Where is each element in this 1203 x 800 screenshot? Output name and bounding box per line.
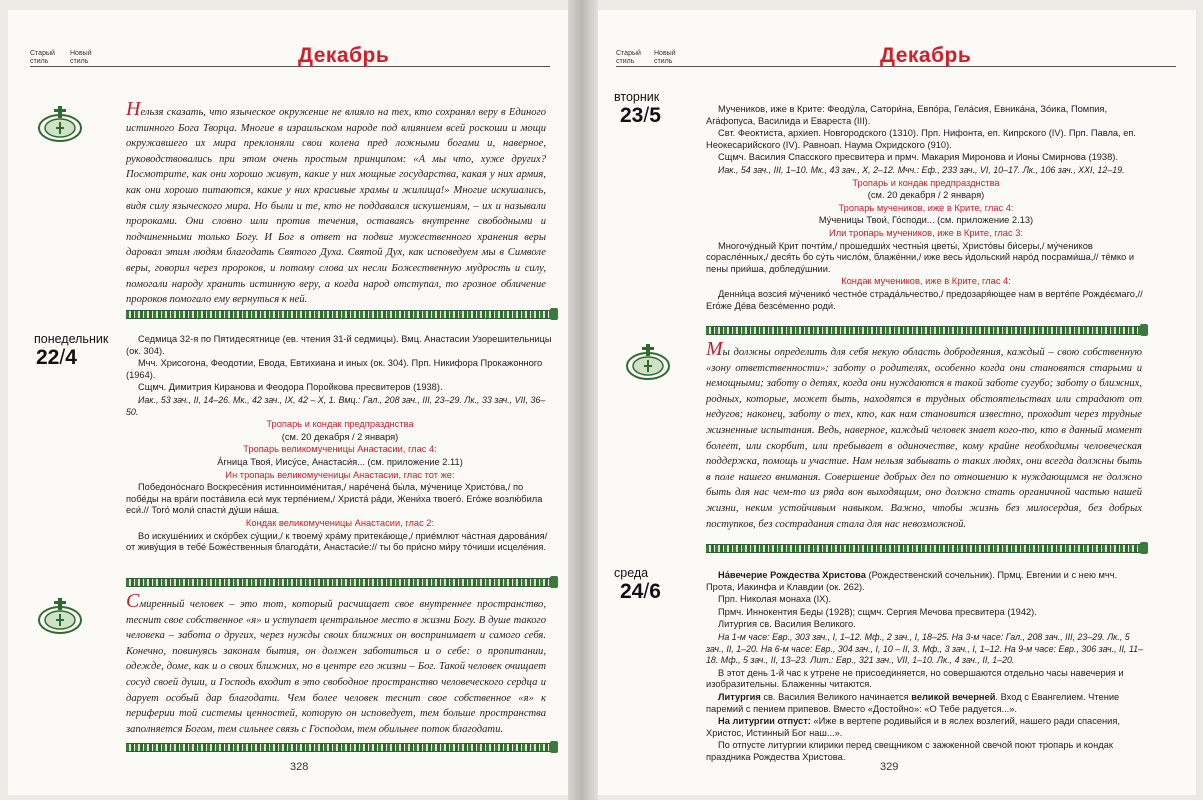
day-line: Мучеников, иже в Крите: Феоду́ла, Сатори́на, Евпо́ра, Гела́сия, Евника́на, Зо́ика, Помпия, Ага́фопуса, Василида и Евареста (III).: [706, 104, 1108, 126]
hymn-heading: Тропарь мучеников, иже в Крите, глас 4:: [838, 202, 1014, 213]
ornament-divider: [126, 578, 556, 587]
drop-cap: Н: [126, 98, 141, 120]
day-text: [706, 570, 1146, 765]
quote-text: ы должны определить для себя некую область добродеяния, каждый – свою собственную «зону ответственности»: заботу о родителях, особенно когда они становятся старыми и немощными; заботу о детях, когда они нуждаются в такой заботе сугубо; заботу о ближних, родных, которые, может быть, находятся в трудных обстоятельствах или страдают от недугов; наконец, заботу о тех, кто, как нам становится известно, проходит через трудные жизненные испытания. Ведь, наверное, каждый человек знает кого-то, кто в данный момент болеет, или скорбит, или пребывает в одиночестве, кому крайне необходимы человеческая поддержка, помощь и участие. Нам нельзя забывать о таких людях, они всегда должны быть в поле нашего внимания. Совершение добрых дел по отношению к нуждающимся не должно быть для нас чем-то из ряда вон выходящим, оно должно стать органичной частью нашей жизни, неким устойчивым навыком. Важно, чтобы жизнь без милосердия, без добрых поступков, без сострадания стала для нас невозможной.: [706, 347, 1142, 530]
feast-details: (Рождественский сочельник). Прмц. Евгении и с нею мчч. Прота, Иакинфа и Клавдии (ок. 262).: [706, 570, 1118, 592]
dismissal-note: [706, 716, 1146, 739]
hymn-text: Му́ченицы Твои́, Го́споди... (см. приложение 2.13): [818, 215, 1034, 226]
quote-block-2: [126, 590, 546, 737]
cross-emblem-icon: [624, 340, 672, 384]
drop-cap: М: [706, 338, 723, 360]
day-line: Сщмч. Василия Спасского пресвитера и прмч. Макария Миронова и Ионы Смирнова (1938).: [718, 152, 1118, 163]
date: 23/5: [620, 104, 661, 127]
left-page: [8, 10, 568, 795]
day-line: Прмч. Иннокентия Беды (1928); сщмч. Сергия Мечова пресвитера (1942).: [718, 606, 1037, 617]
date: 24/6: [620, 580, 661, 603]
hymn-heading: Кондак великомученицы Анастасии, глас 2:: [245, 517, 435, 528]
day-line: Сщмч. Димитрия Киранова и Феодора Поройкова пресвитеров (1938).: [138, 382, 443, 393]
hymn-heading: Тропарь и кондак предпразднства: [852, 177, 1000, 188]
day-line: Седмица 32-я по Пятидесятнице (ев. чтения 31-й седмицы). Вмц. Анастасии Узорешительницы (ок. 304).: [126, 334, 552, 356]
dismissal-label: На литургии отпуст:: [718, 716, 811, 727]
date-old: 23: [620, 104, 644, 127]
cross-emblem-icon: [36, 594, 84, 638]
feast-name: На́вечерие Рождества Христова: [718, 570, 866, 580]
hymn-ref: (см. 20 декабря / 2 января): [281, 431, 399, 442]
drop-cap: С: [126, 590, 140, 612]
ornament-divider: [126, 310, 556, 319]
readings: Иак., 53 зач., II, 14–26. Мк., 42 зач., IX, 42 – X, 1. Вмц.: Гал., 208 зач., III, 23–29. Лк., 33 зач., VII, 36–50.: [126, 394, 546, 417]
day-text: [706, 104, 1146, 313]
day-line: Прп. Николая монаха (IX).: [718, 594, 832, 605]
page-number: 328: [290, 761, 309, 773]
readings: На 1-м часе: Евр., 303 зач., I, 1–12. Мф., 2 зач., I, 18–25. На 3-м часе: Гал., 208 зач., III, 23–29. Лк., 5 зач., II, 1–20. На 6-м часе: Евр., 304 зач., I, 10 – II, 3. Мф., 3 зач., I, 1–12. На 9-м часе: Евр., 306 зач., II, 11–18. Мф., 5 зач., II, 13–23. Лит.: Евр., 321 зач., VII, 1–10. Лк., 4 зач., II, 1–20.: [706, 631, 1144, 666]
day-line: Свт. Феоктиста, архиеп. Новгородского (1310). Прп. Нифонта, еп. Кипрского (IV). Прп. Павла, еп. Неокесарийского (IV). Равноап. Наума Охридского (910).: [706, 128, 1137, 150]
quote-text: ельзя сказать, что языческое окружение не влияло на тех, кто сохранял веру в Единого истинного Бога Творца. Многие в израильском народе под влиянием всей роскоши и мощи окружавшего их мира преклоняли свои колена пред ложными богами и, наверное, руководствовались при этом очень простым принципом: «А мы что, хуже других? Посмотрите, как они хорошо живут, какие у них мощные государства, какая у них армия, как они хорошо питаются, какие у них красивые храмы и жилища!» Многие искушались, видя силу языческого мира. Но были и те, кто не поддавался искушениям, – их и называли пророками. Они словно шли против течения, оставаясь внутренне свободными и подчиненными только Богу. И Бог в ответ на подвиг мужественного хранения веры даровал этим людям благодать Святого Духа. Святой Дух, как исповедуем мы в Символе веры, говорил через пророков, и потому слова их несли Божественную мудрость и силу, помогали народу хранить истинную веру, а когда народ отступал, то грозное обличение пророков помогало ему вернуться к ней.: [126, 107, 546, 306]
ornament-divider: [126, 743, 556, 752]
ornament-divider: [706, 544, 1146, 553]
header-new-style-label: Новый стиль: [70, 50, 92, 65]
day-text: [126, 334, 554, 555]
hymn-text: Победоно́снаго Воскресе́ния истинноиме́нитая,/ наре́чена́ бы́ла, му́ченице Христо́ва,/ по побе́ды на вра́ги поста́вила еси́ мук терпе́нием,/ Христа́ ра́ди, Жени́ха твоего́. Его́же возлю́била еси́.// Того́ моли́ спасти́ ду́ши на́ша.: [126, 482, 543, 516]
right-page: [598, 10, 1196, 795]
hymn-text: Во искуше́ниих и ско́рбех су́щии,/ к твоему́ хра́му притека́юще,/ прие́млют ча́стная дарова́ния/ от живу́щия в тебе́ Боже́ственныя благода́ти, Анастаси́е:// ты бо при́сно ми́ру то́чиши исцеле́ния.: [126, 530, 548, 553]
closing-note: По отпусте литургии клирики перед свещником с зажженной свечой поют тропарь и кондак праздника Рождества Христова.: [706, 740, 1113, 762]
date: 22/4: [36, 346, 77, 369]
book-spine: [568, 0, 598, 800]
header-new-style-label: Новый стиль: [654, 50, 676, 65]
ornament-divider: [706, 326, 1146, 335]
hymn-text: Многочу́дный Крит почти́м,/ прошедши́х честны́я цветы́, Христо́вы би́серы,/ му́чеников сорасле́нных,/ деся́ть бо су́ть число́м, блаже́нни,/ иже весь и́дольский наро́д посрами́ша,// тёмко и пены прии́ша, добледу́шнии.: [706, 240, 1135, 274]
hymn-heading: Тропарь и кондак предпразднства: [266, 419, 414, 430]
month-title: Декабрь: [880, 44, 972, 67]
hymn-heading: Кондак мучеников, иже в Крите, глас 4:: [841, 276, 1011, 287]
page-number: 329: [880, 761, 899, 773]
date-old: 24: [620, 580, 644, 603]
day-line: Литургия св. Василия Великого.: [718, 619, 856, 630]
weekday: понедельник: [34, 332, 109, 346]
hymn-heading: Тропарь великомученицы Анастасии, глас 4:: [243, 444, 437, 455]
weekday: вторник: [614, 90, 660, 104]
quote-block-1: [126, 98, 546, 308]
cross-emblem-icon: [36, 102, 84, 146]
readings: Иак., 54 зач., III, 1–10. Мк., 43 зач., X, 2–12. Мчч.: Еф., 233 зач., VI, 10–17. Лк., 106 зач., XXI, 12–19.: [718, 164, 1125, 175]
hymn-heading: Ин тропарь великомученицы Анастасии, глас тот же:: [225, 469, 455, 480]
header-old-style-label: Старый стиль: [30, 50, 55, 65]
dismissal-text: «Иже в вертепе родивыйся и в яслех возлегий, нашего ради спасения, Христос, Истинный Бог наш...».: [706, 716, 1120, 738]
liturgy-label: Литургия: [718, 691, 761, 702]
header-rule: [30, 66, 550, 67]
date-old: 22: [36, 346, 60, 369]
feast-title: [706, 570, 1146, 593]
day-line: В этот день 1-й час к утрене не присоединяется, но совершаются отдельно часы навечерия и изобразительны. Блаженны читаются.: [706, 667, 1124, 690]
day-line: Мчч. Хрисогона, Феодотии, Евода, Евтихиана и иных (ок. 304). Прп. Никифора Прокажонного (1964).: [126, 358, 543, 380]
quote-text: мирeнный человек – это тот, который расчищает свое внутреннее пространство, теснит свое собственное «я» и уступает центральное место в жизни Богу. В душе такого человека – забота о других, через нужды своих ближних он воспринимает и самого себя. Конечно, повинуясь законам бытия, он должен заботиться и о себе: о пропитании, одежде, доме, как и о своих ближних, но в центре его жизни – Бог. Такой человек очищает сосуд своей души, и Господь входит в это свободное пространство человеческого сердца и дарует особый дар благодати. Чем более человек теснит свое собственное «я» к периферии той системы ценностей, которую он исповедует, тем больше пространства заполняется Богом, тем сильнее связь с Господом, тем обильнее поток благодати.: [126, 599, 546, 735]
liturgy-note: [706, 692, 1146, 715]
date-new: 6: [649, 580, 661, 603]
weekday: среда: [614, 566, 649, 580]
date-new: 5: [649, 104, 661, 127]
hymn-heading: Или тропарь мучеников, иже в Крите, глас 3:: [829, 227, 1023, 238]
header-old-style-label: Старый стиль: [616, 50, 641, 65]
month-title: Декабрь: [298, 44, 390, 67]
hymn-text: А́гница Твоя́, Иису́се, Анастаси́я... (см. приложение 2.11): [217, 456, 463, 467]
quote-block: [706, 338, 1142, 532]
liturgy-text-2: . Вход с Евангелием. Чтение паремий с пением припевов. Вместо «Достойно»: «О Тебе радуется...».: [706, 691, 1120, 714]
liturgy-text: св. Василия Великого начинается: [760, 691, 912, 702]
vespers-label: великой вечерней: [911, 691, 996, 702]
hymn-text: Денни́ца возсия́ му́ченико́ честно́е страда́льчество,/ предозаря́ющее нам в верте́пе Рожде́ємаго,// Его́же Де́ва безсе́менно роди́.: [706, 288, 1143, 311]
hymn-ref: (см. 20 декабря / 2 января): [867, 190, 985, 201]
date-new: 4: [65, 346, 77, 369]
